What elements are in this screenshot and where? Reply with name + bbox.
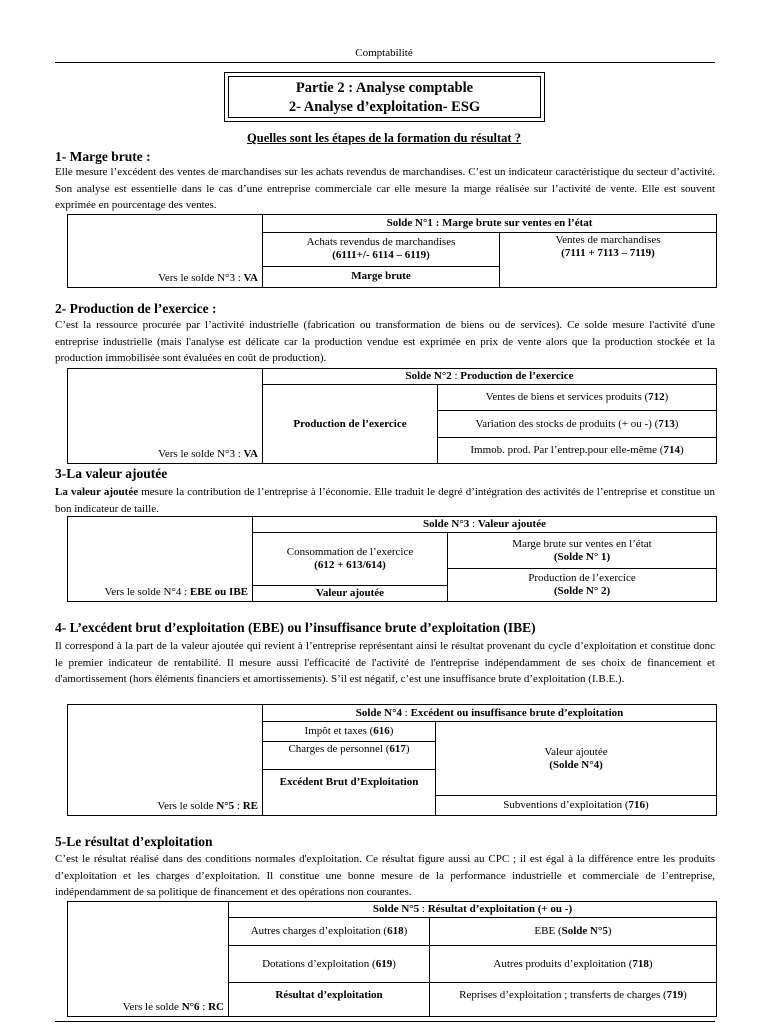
section1-heading: 1- Marge brute : — [55, 149, 151, 164]
solde2-destination: Vers le solde N°3 : VA — [68, 369, 263, 464]
solde1-achats: Achats revendus de marchandises (6111+/- 6114 – 6119) — [263, 232, 500, 266]
solde1-table — [67, 214, 717, 288]
solde3-result: Valeur ajoutée — [253, 585, 448, 601]
section3-paragraph: La valeur ajoutée mesure la contribution de l’entreprise à l’économie. Elle traduit le degré d’intégration des activités de l’entreprise et constitue un bon indicateur de taille. — [55, 486, 715, 515]
solde2-row-712: Ventes de biens et services produits (712) — [438, 385, 717, 411]
solde4-destination: Vers le solde N°5 : RE — [68, 705, 263, 816]
solde2-row-713: Variation des stocks de produits (+ ou -) (713) — [438, 411, 717, 437]
title-box — [224, 72, 545, 122]
solde3-consommation: Consommation de l’exercice (612 + 613/614) — [253, 533, 448, 585]
solde5-reprises: Reprises d’exploitation ; transferts de charges (719) — [430, 982, 717, 1016]
solde4-subventions: Subventions d’exploitation (716) — [436, 796, 717, 816]
solde5-autres-charges: Autres charges d’exploitation (618) — [229, 918, 430, 946]
title-line1: Partie 2 : Analyse comptable — [295, 80, 474, 96]
footer-rule — [55, 1021, 715, 1022]
solde3-production: Production de l’exercice (Solde N° 2) — [448, 569, 717, 602]
solde2-title: Solde N°2 : Production de l’exercice — [263, 369, 717, 385]
solde1-ventes: Ventes de marchandises (7111 + 7113 – 7119) — [500, 232, 717, 287]
solde3-title: Solde N°3 : Valeur ajoutée — [253, 517, 717, 533]
solde4-title: Solde N°4 : Excédent ou insuffisance brute d’exploitation — [263, 705, 717, 722]
solde5-table — [67, 901, 717, 1017]
main-question: Quelles sont les étapes de la formation du résultat ? — [247, 131, 521, 145]
solde5-ebe: EBE (Solde N°5) — [430, 918, 717, 946]
solde1-title: Solde N°1 : Marge brute sur ventes en l’état — [263, 215, 717, 233]
section5-heading: 5-Le résultat d’exploitation — [55, 834, 213, 849]
solde3-marge: Marge brute sur ventes en l’état (Solde N° 1) — [448, 533, 717, 569]
page-header: Comptabilité — [355, 47, 413, 59]
solde1-result: Marge brute — [263, 266, 500, 287]
section4-heading: 4- L’excédent brut d’exploitation (EBE) ou l’insuffisance brute d’exploitation (IBE) — [55, 620, 536, 635]
section5-paragraph: C’est le résultat réalisé dans des conditions normales d'exploitation. Ce résultat figure aussi au CPC ; il est égal à la différence entre les produits d’exploitation et les charges d’exploitation. Il constitue une bonne mesure de la performance industrielle et commerciale de l’entreprise, indépendamment de sa politique de financement et des opérations non courantes. — [55, 853, 715, 898]
title-line2: 2- Analyse d’exploitation- ESG — [288, 99, 481, 115]
solde4-impots: Impôt et taxes (616) — [263, 722, 436, 742]
header-rule — [55, 62, 715, 63]
section1-paragraph: Elle mesure l’excédent des ventes de marchandises sur les achats revendus de marchandises. C’est un indicateur caractéristique du secteur d’activité. Son analyse est essentielle dans le cas d’une entreprise commerciale car elle mesure la marge réalisée sur l’activité de vente. Elle est souvent exprimée en pourcentage des ventes. — [55, 166, 715, 211]
solde5-destination: Vers le solde N°6 : RC — [68, 902, 229, 1017]
section2-paragraph: C’est la ressource procurée par l’activité industrielle (fabrication ou transformation de biens ou de services). Ce solde mesure l'activité d'une entreprise industrielle (mais l'analyse est délicate car la production vendue est exprimée en prix de vente alors que la production stockée et la production immobilisée sont évaluées en coût de production). — [55, 319, 715, 364]
solde2-result: Production de l’exercice — [263, 385, 438, 464]
solde5-dotations: Dotations d’exploitation (619) — [229, 946, 430, 982]
solde2-row-714: Immob. prod. Par l’entrep.pour elle-même (714) — [438, 437, 717, 463]
solde4-result: Excédent Brut d’Exploitation — [263, 770, 436, 816]
solde1-destination: Vers le solde N°3 : VA — [68, 215, 263, 288]
section3-heading: 3-La valeur ajoutée — [55, 466, 168, 481]
solde2-table — [67, 368, 717, 464]
solde3-destination: Vers le solde N°4 : EBE ou IBE — [68, 517, 253, 602]
section2-heading: 2- Production de l’exercice : — [55, 301, 217, 316]
section4-paragraph: Il correspond à la part de la valeur ajoutée qui revient à l’entreprise représentant ainsi le résultat provenant du cycle d’exploitation et constitue donc le premier indicateur de rentabilité. Il mesure aussi l'efficacité de l'activité de l'entreprise indépendamment de ses choix de financement et d'amortissement (hors éléments financiers et amortissements). S’il est négatif, c’est une insuffisance brute d’exploitation (I.B.E.). — [55, 640, 715, 685]
solde5-result: Résultat d’exploitation — [229, 982, 430, 1016]
solde5-autres-produits: Autres produits d’exploitation (718) — [430, 946, 717, 982]
solde4-valeur-ajoutee: Valeur ajoutée (Solde N°4) — [436, 722, 717, 796]
title-inner — [228, 76, 541, 118]
solde3-table — [67, 516, 717, 602]
solde4-charges-personnel: Charges de personnel (617) — [263, 741, 436, 769]
solde4-table — [67, 704, 717, 816]
solde5-title: Solde N°5 : Résultat d’exploitation (+ ou -) — [229, 902, 717, 918]
